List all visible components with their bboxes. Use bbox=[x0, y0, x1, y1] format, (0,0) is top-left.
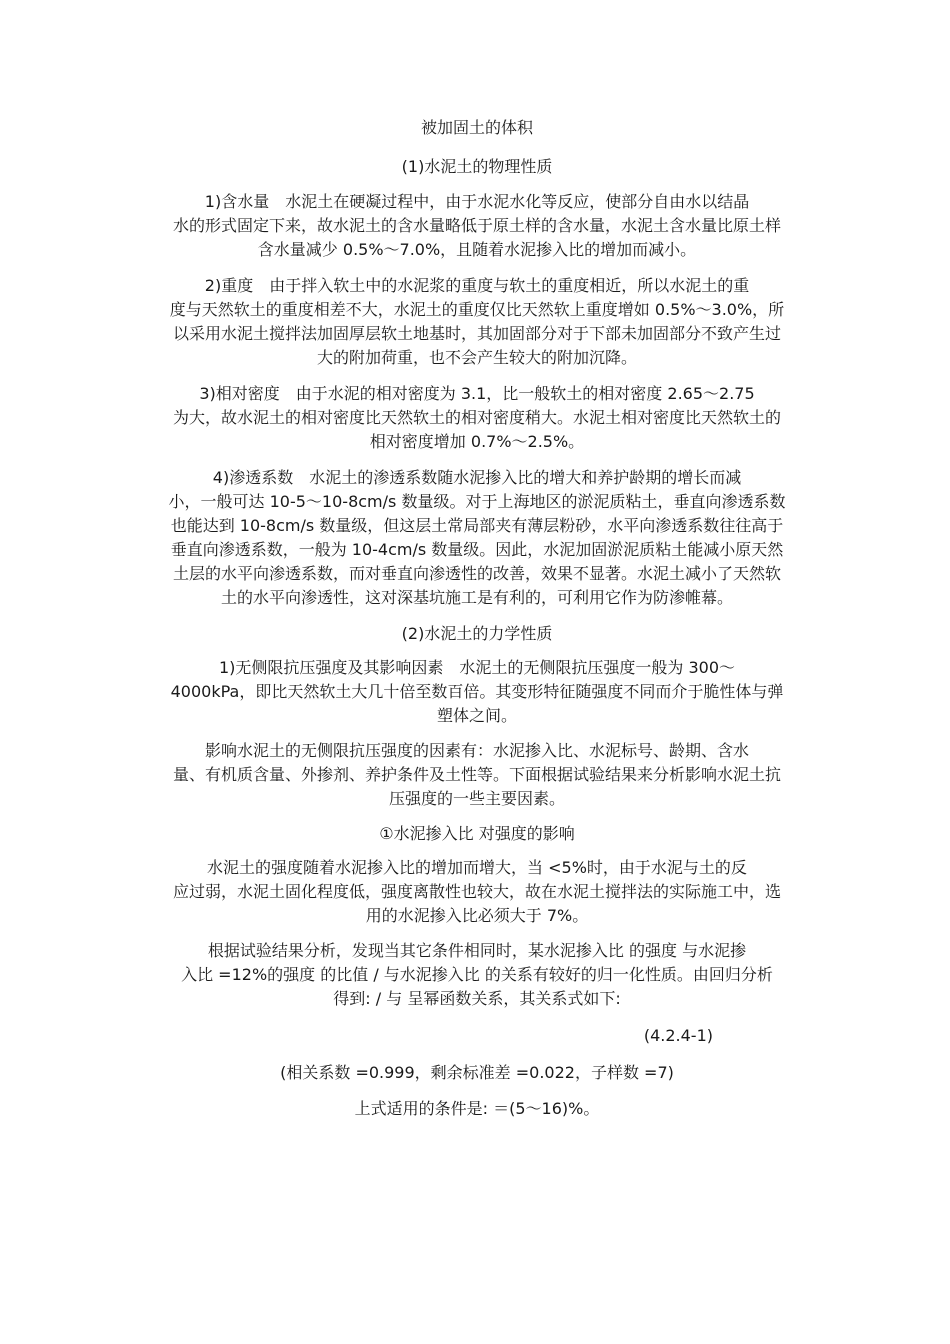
regression-statistics: (相关系数 =0.999，剩余标准差 =0.022，子样数 =7) bbox=[280, 1063, 674, 1082]
text-line: 含水量减少 0.5%～7.0%，且随着水泥掺入比的增加而减小。 bbox=[257, 240, 697, 259]
paragraph-relative-density bbox=[145, 382, 809, 454]
section-heading: (2)水泥土的力学性质 bbox=[401, 624, 553, 643]
paragraph-water-content bbox=[145, 190, 809, 262]
section-heading: (1)水泥土的物理性质 bbox=[401, 157, 553, 176]
text-line: 3)相对密度 由于水泥的相对密度为 3.1，比一般软土的相对密度 2.65～2.75 bbox=[199, 384, 755, 403]
text-line: 大的附加荷重，也不会产生较大的附加沉降。 bbox=[316, 348, 637, 367]
paragraph-unit-weight bbox=[145, 274, 809, 370]
text-line: 也能达到 10-8cm/s 数量级，但这层土常局部夹有薄层粉砂，水平向渗透系数往往高于 bbox=[170, 516, 784, 535]
text-line: 2)重度 由于拌入软土中的水泥浆的重度与软土的重度相近，所以水泥土的重 bbox=[204, 276, 750, 295]
text-line: 应过弱，水泥土固化程度低，强度离散性也较大，故在水泥土搅拌法的实际施工中，选 bbox=[172, 882, 781, 901]
text-line: 得到: / 与 呈幂函数关系，其关系式如下: bbox=[333, 989, 621, 1008]
text-line: 土层的水平向渗透系数，而对垂直向渗透性的改善，效果不显著。水泥土减小了天然软 bbox=[172, 564, 781, 583]
text-line: 水的形式固定下来，故水泥土的含水量略低于原土样的含水量，水泥土含水量比原土样 bbox=[172, 216, 781, 235]
paragraph-regression bbox=[145, 939, 809, 1011]
text-line: 塑体之间。 bbox=[436, 706, 517, 725]
text-line: 小，一般可达 10-5～10-8cm/s 数量级。对于上海地区的淤泥质粘土，垂直向渗透系数 bbox=[168, 492, 786, 511]
equation-number: (4.2.4-1) bbox=[643, 1026, 713, 1045]
applicability-condition: 上式适用的条件是: ＝(5～16)%。 bbox=[354, 1099, 600, 1118]
paragraph-cement-ratio bbox=[145, 856, 809, 928]
text-line: 1)无侧限抗压强度及其影响因素 水泥土的无侧限抗压强度一般为 300～ bbox=[218, 658, 736, 677]
text-line: 入比 =12%的强度 的比值 / 与水泥掺入比 的关系有较好的归一化性质。由回归分析 bbox=[181, 965, 773, 984]
text-line: 水泥土的强度随着水泥掺入比的增加而增大，当 <5%时，由于水泥与土的反 bbox=[207, 858, 747, 877]
text-line: 4000kPa，即比天然软土大几十倍至数百倍。其变形特征随强度不同而介于脆性体与弹 bbox=[170, 682, 784, 701]
paragraph-compressive-strength bbox=[145, 656, 809, 728]
text-line: 垂直向渗透系数，一般为 10-4cm/s 数量级。因此，水泥加固淤泥质粘土能减小原天然 bbox=[170, 540, 784, 559]
text-line: 土的水平向渗透性，这对深基坑施工是有利的，可利用它作为防渗帷幕。 bbox=[220, 588, 733, 607]
page-title: 被加固土的体积 bbox=[420, 118, 533, 137]
subsection-heading: ①水泥掺入比 对强度的影响 bbox=[379, 824, 575, 843]
paragraph-permeability bbox=[145, 466, 809, 610]
document-body bbox=[145, 116, 809, 1121]
text-line: 压强度的一些主要因素。 bbox=[388, 789, 565, 808]
text-line: 度与天然软土的重度相差不大，水泥土的重度仅比天然软上重度增如 0.5%～3.0%，所 bbox=[169, 300, 785, 319]
text-line: 为大，故水泥土的相对密度比天然软土的相对密度稍大。水泥土相对密度比天然软土的 bbox=[172, 408, 781, 427]
text-line: 4)渗透系数 水泥土的渗透系数随水泥掺入比的增大和养护龄期的增长而减 bbox=[212, 468, 742, 487]
paragraph-strength-factors bbox=[145, 739, 809, 811]
text-line: 量、有机质含量、外掺剂、养护条件及土性等。下面根据试验结果来分析影响水泥土抗 bbox=[172, 765, 781, 784]
text-line: 根据试验结果分析，发现当其它条件相同时，某水泥掺入比 的强度 与水泥掺 bbox=[207, 941, 747, 960]
text-line: 影响水泥土的无侧限抗压强度的因素有：水泥掺入比、水泥标号、龄期、含水 bbox=[204, 741, 749, 760]
text-line: 用的水泥掺入比必须大于 7%。 bbox=[365, 906, 589, 925]
text-line: 1)含水量 水泥土在硬凝过程中，由于水泥水化等反应，使部分自由水以结晶 bbox=[204, 192, 750, 211]
text-line: 以采用水泥土搅拌法加固厚层软土地基时，其加固部分对于下部未加固部分不致产生过 bbox=[172, 324, 781, 343]
text-line: 相对密度增加 0.7%～2.5%。 bbox=[369, 432, 585, 451]
